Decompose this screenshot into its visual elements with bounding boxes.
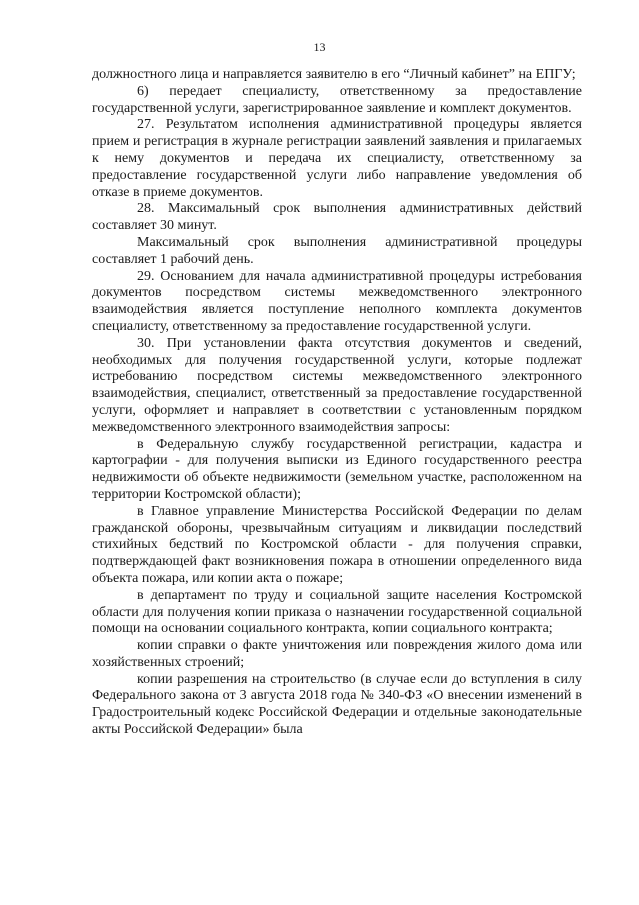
paragraph-3: 27. Результатом исполнения административной процедуры является прием и регистрация в журнале регистрации заявлений заявления и прилагаемых к нему документов и передача их специалисту, ответственному за предоставление государственной услуги либо направление уведомления об отказе в приеме документов. bbox=[92, 117, 582, 200]
paragraph-4: 28. Максимальный срок выполнения административных действий составляет 30 минут. bbox=[92, 201, 582, 234]
paragraph-5: Максимальный срок выполнения административной процедуры составляет 1 рабочий день. bbox=[92, 234, 582, 267]
paragraph-1: должностного лица и направляется заявителю в его “Личный кабинет” на ЕПГУ; bbox=[92, 67, 576, 82]
paragraph-8: в Федеральную службу государственной регистрации, кадастра и картографии - для получения выписки из Единого государственного реестра недвижимости об объекте недвижимости (земельном участке, расположенном на территории Костромской области); bbox=[92, 436, 582, 502]
paragraph-2: 6) передает специалисту, ответственному за предоставление государственной услуги, зарегистрированное заявление и комплект документов. bbox=[92, 83, 582, 116]
paragraph-6: 29. Основанием для начала административной процедуры истребования документов посредством системы межведомственного электронного взаимодействия является поступление неполного комплекта документов специалисту, ответственному за предоставление государственной услуги. bbox=[92, 268, 582, 334]
paragraph-11: копии справки о факте уничтожения или повреждения жилого дома или хозяйственных строений; bbox=[92, 638, 582, 670]
page-number: 13 bbox=[313, 40, 326, 54]
paragraph-12: копии разрешения на строительство (в случае если до вступления в силу Федерального закона от 3 августа 2018 года № 340-ФЗ «О внесении изменений в Градостроительный кодекс Российской Федерации и отдельные законодательные акты Российской Федерации» была bbox=[92, 671, 582, 738]
paragraph-9: в Главное управление Министерства Российской Федерации по делам гражданской обороны, чрезвычайным ситуациям и ликвидации последствий стихийных бедствий по Костромской области - для получения справки, подтверждающей факт возникновения пожара в отношении определенного вида объекта пожара, или копии акта о пожаре; bbox=[92, 503, 582, 586]
paragraph-7: 30. При установлении факта отсутствия документов и сведений, необходимых для получения государственной услуги, которые подлежат истребованию посредством системы межведомственного электронного взаимодействия, специалист, ответственный за предоставление государственной услуги, оформляет и направляет в соответствии с установленным порядком межведомственного электронного взаимодействия запросы: bbox=[92, 335, 582, 435]
paragraph-10: в департамент по труду и социальной защите населения Костромской области для получения копии приказа о назначении государственной социальной помощи на основании социального контракта, копии социального контракта; bbox=[92, 587, 582, 637]
document-body bbox=[92, 67, 582, 739]
